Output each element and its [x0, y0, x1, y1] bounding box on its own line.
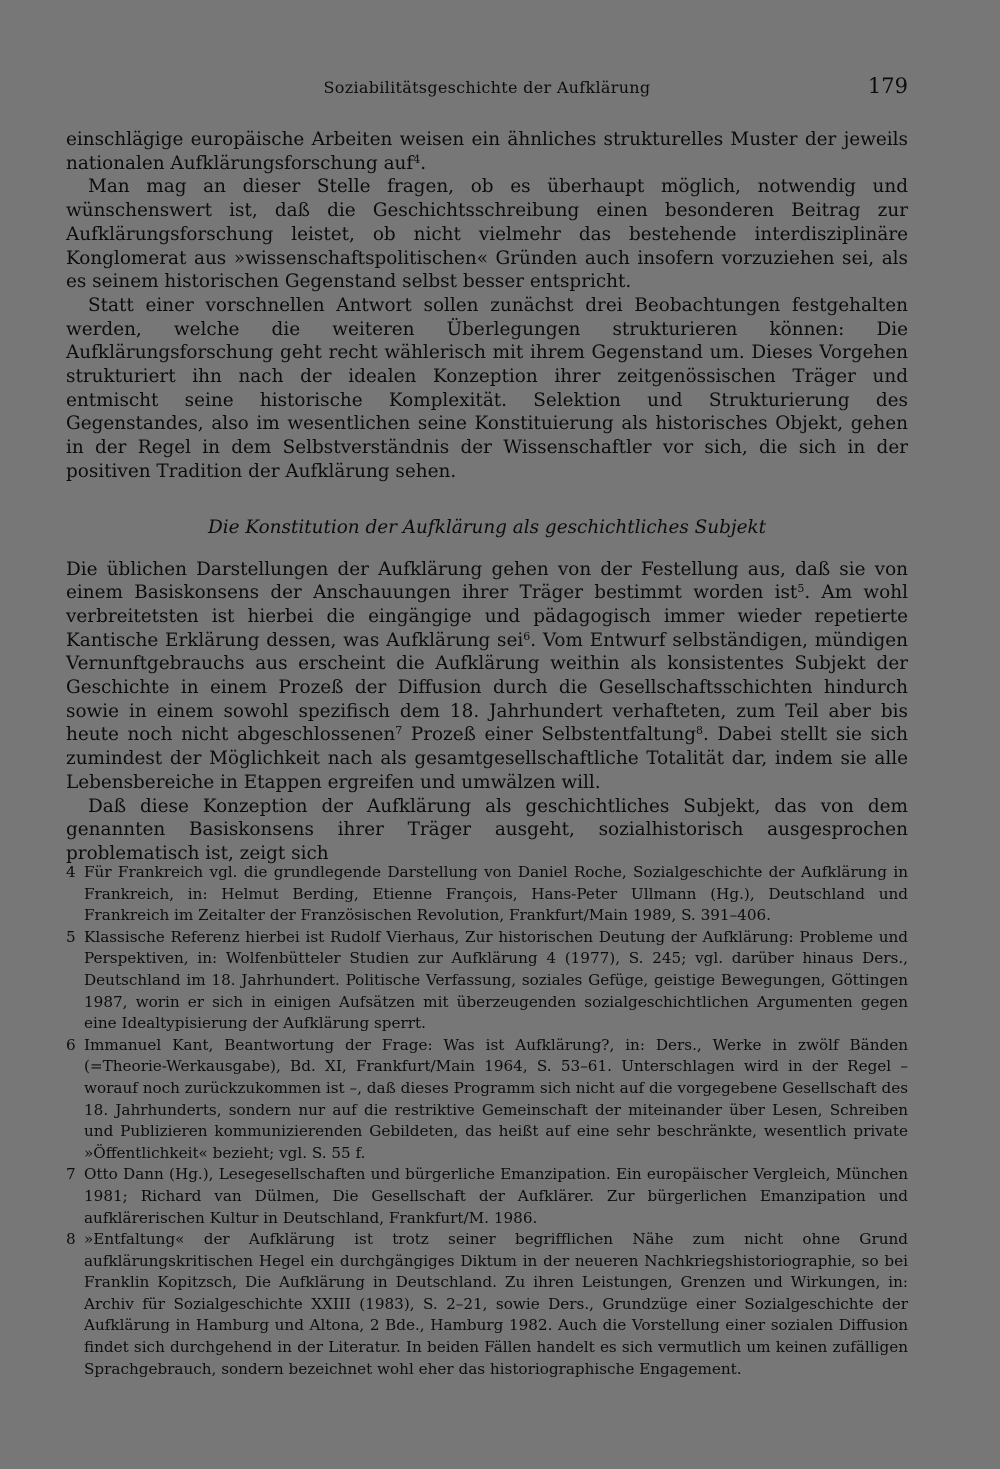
paragraph-text: Prozeß einer Selbstentfaltung [402, 724, 696, 746]
footnote-text: Immanuel Kant, Beantwortung der Frage: Was ist Aufklärung?, in: Ders., Werke in zwölf Bänden (=Theorie-Werkausgabe), Bd. XI, Frankfurt/Main 1964, S. 53–61. Unterschlagen wird in der Regel – worauf noch zurückzukommen ist –, daß dieses Programm sich nicht auf die vorgegebene Gesellschaft des 18. Jahrhunderts, sondern nur auf die restriktive Gemeinschaft der miteinander über Lesen, Schreiben und Publizieren kommunizierenden Gebildeten, das heißt auf eine sehr beschränkte, wesentlich private »Öffentlichkeit« bezieht; vgl. S. 55 f. [84, 1035, 908, 1162]
running-title: Soziabilitätsgeschichte der Aufklärung [323, 78, 651, 97]
paragraph: Man mag an dieser Stelle fragen, ob es überhaupt möglich, notwendig und wünschenswert ist, daß die Geschichtsschreibung einen besonderen Beitrag zur Aufklärungsforschung leistet, ob nicht vielmehr das bestehende interdisziplinäre Konglomerat aus »wissenschaftspolitischen« Gründen auch insofern vorzuziehen sei, als es seinem historischen Gegenstand selbst besser entspricht. [66, 176, 908, 293]
paragraph [66, 128, 908, 175]
paragraph: Daß diese Konzeption der Aufklärung als geschichtliches Subjekt, das von dem genannten Basiskonsens ihrer Träger ausgeht, sozialhistorisch ausgesprochen problematisch ist, zeigt sich [66, 795, 908, 864]
footnote-number: 7 [66, 1165, 76, 1184]
footnotes [66, 862, 908, 1380]
footnote-text: »Entfaltung« der Aufklärung ist trotz seiner begrifflichen Nähe zum nicht ohne Grund aufklärungskritischen Hegel ein durchgängiges Diktum in der neueren Nachkriegshistoriographie, so bei Franklin Kopitzsch, Die Aufklärung in Deutschland. Zu ihren Leistungen, Grenzen und Wirkungen, in: Archiv für Sozialgeschichte XXIII (1983), S. 2–21, sowie Ders., Grundzüge einer Sozialgeschichte der Aufklärung in Hamburg und Altona, 2 Bde., Hamburg 1982. Auch die Vorstellung einer sozialen Diffusion findet sich durchgehend in der Literatur. In beiden Fällen handelt es sich vermutlich um keinen zufälligen Sprachgebrauch, sondern bezeichnet wohl eher das historiographische Engagement. [84, 1230, 908, 1378]
paragraph-text: . Am wohl verbreitetsten ist hierbei die eingängige und pädagogisch immer wieder repetierte Kantische Erklärung dessen, was Aufklärung sei [66, 582, 908, 651]
footnote-number: 6 [66, 1035, 76, 1054]
paragraph: Statt einer vorschnellen Antwort sollen zunächst drei Beobachtungen festgehalten werden, welche die weiteren Überlegungen strukturieren können: Die Aufklärungsforschung geht recht wählerisch mit ihrem Gegenstand um. Dieses Vorgehen strukturiert ihn nach der idealen Konzeption ihrer zeitgenössischen Träger und entmischt seine historische Komplexität. Selektion und Strukturierung des Gegenstandes, also im wesentlichen seine Konstituierung als historisches Objekt, gehen in der Regel in dem Selbstverständnis der Wissenschaftler vor sich, die sich in der positiven Tradition der Aufklärung sehen. [66, 294, 908, 482]
footnote-text: Klassische Referenz hierbei ist Rudolf Vierhaus, Zur historischen Deutung der Aufklärung: Probleme und Perspektiven, in: Wolfenbütteler Studien zur Aufklärung 4 (1977), S. 245; vgl. darüber hinaus Ders., Deutschland im 18. Jahrhundert. Politische Verfassung, soziales Gefüge, geistige Bewegungen, Göttingen 1987, worin er sich in einigen Aufsätzen mit überzeugenden sozialgeschichtlichen Argumenten gegen eine Idealtypisierung der Aufklärung sperrt. [84, 927, 908, 1033]
paragraph-text: . [420, 152, 427, 174]
paragraph-text: . Vom Entwurf selbständigen, mündigen Vernunftgebrauchs aus erscheint die Aufklärung weithin als konsistentes Subjekt der Geschichte in einem Prozeß der Diffusion durch die Gesellschaftsschichten hindurch sowie in einem sowohl spezifisch dem 18. Jahrhundert verhafteten, zum Teil aber bis heute noch nicht abgeschlossenen [66, 629, 908, 746]
section-heading: Die Konstitution der Aufklärung als geschichtliches Subjekt [207, 516, 766, 538]
paragraph-text: . Dabei stellt sie sich zumindest der Möglichkeit nach als gesamtgesellschaftliche Totalität dar, indem sie alle Lebensbereiche in Etappen ergreifen und umwälzen will. [66, 724, 908, 793]
footnote [66, 927, 908, 1035]
footnote-number: 5 [66, 927, 76, 946]
footnote [66, 1164, 908, 1229]
footnote-ref: 4 [413, 152, 421, 166]
footnote [66, 1035, 908, 1165]
paragraph-text: Die üblichen Darstellungen der Aufklärung gehen von der Festellung aus, daß sie von einem Basiskonsens der Anschauungen ihrer Träger bestimmt worden ist [66, 558, 908, 604]
footnote-text: Otto Dann (Hg.), Lesegesellschaften und bürgerliche Emanzipation. Ein europäischer Vergleich, München 1981; Richard van Dülmen, Die Gesellschaft der Aufklärer. Zur bürgerlichen Emanzipation und aufklärerischen Kultur in Deutschland, Frankfurt/M. 1986. [84, 1165, 908, 1227]
paragraph [66, 558, 908, 795]
main-text [66, 128, 908, 866]
footnote [66, 862, 908, 927]
footnote [66, 1229, 908, 1380]
footnote-number: 4 [66, 863, 76, 881]
page-number: 179 [867, 74, 908, 98]
page-header [66, 76, 908, 102]
footnote-text: Für Frankreich vgl. die grundlegende Darstellung von Daniel Roche, Sozialgeschichte der Aufklärung in Frankreich, in: Helmut Berding, Etienne François, Hans-Peter Ullmann (Hg.), Deutschland und Frankreich im Zeitalter der Französischen Revolution, Frankfurt/Main 1989, S. 391–406. [84, 863, 908, 925]
paragraph-text: einschlägige europäische Arbeiten weisen ein ähnliches strukturelles Muster der jeweils nationalen Aufklärungsforschung auf [66, 129, 908, 174]
footnote-ref: 7 [395, 724, 403, 738]
footnote-ref: 5 [797, 582, 805, 596]
footnote-number: 8 [66, 1230, 76, 1249]
footnote-ref: 6 [523, 629, 531, 643]
footnote-ref: 8 [695, 724, 703, 738]
